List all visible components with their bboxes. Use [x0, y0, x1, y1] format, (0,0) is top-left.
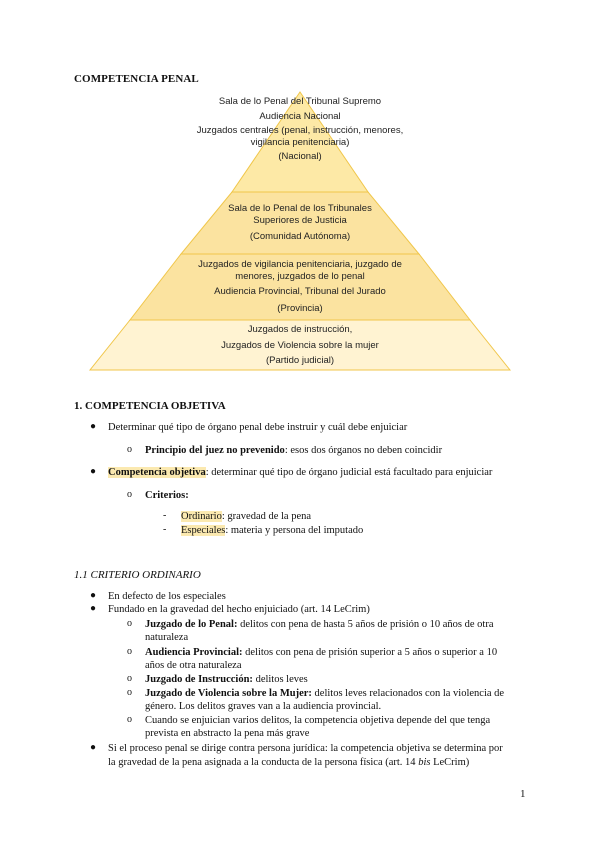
dash-bullet-icon: - [163, 510, 167, 521]
tier3-line1: Juzgados de vigilancia penitenciaria, juzgado de menores, juzgados de lo penal [198, 259, 402, 282]
multi-text2: prevista en abstracto la pena más grave [145, 728, 310, 739]
ap-label: Audiencia Provincial: [145, 647, 243, 658]
tier4-scope: (Partido judicial) [265, 355, 335, 366]
penal-text2: naturaleza [145, 632, 189, 643]
section11-b1: En defecto de los especiales [108, 591, 226, 602]
circle-bullet-icon: o [127, 444, 132, 455]
b3-text2a: la gravedad de la pena asignada a la conducta de la persona física (art. 14 [108, 757, 419, 768]
tier1-line3: Juzgados centrales (penal, instrucción, menores, vigilancia penitenciaria) [196, 125, 404, 148]
viol-text2: género. Los delitos graves van a la audiencia provincial. [145, 701, 382, 712]
penal-label: Juzgado de lo Penal: [145, 619, 238, 630]
objective-text: : determinar qué tipo de órgano judicial está facultado para enjuiciar [205, 467, 493, 478]
principle-text: : esos dos órganos no deben coincidir [284, 445, 443, 456]
bullet-icon: ● [90, 590, 97, 601]
pyramid-tier4-text [180, 324, 420, 367]
principle-item [145, 444, 442, 457]
circle-bullet-icon: o [127, 489, 132, 500]
pyramid-tier1-text [180, 96, 420, 163]
pyramid-tier2-text [180, 203, 420, 243]
instr-text: delitos leves [252, 674, 308, 685]
principle-label: Principio del juez no prevenido [145, 445, 285, 456]
bullet-icon: ● [90, 603, 97, 614]
ap-text1: delitos con pena de prisión superior a 5 años o superior a 10 [242, 647, 498, 658]
tier4-line2: Juzgados de Violencia sobre la mujer [221, 339, 379, 351]
section11-b2: Fundado en la gravedad del hecho enjuiciado (art. 14 LeCrim) [108, 604, 370, 615]
circle-bullet-icon: o [127, 687, 132, 698]
bullet-icon: ● [90, 742, 97, 753]
tier1-scope: (Nacional) [278, 151, 322, 162]
instr-item [145, 673, 308, 686]
bullet-icon: ● [90, 421, 97, 432]
circle-bullet-icon: o [127, 618, 132, 629]
dash-bullet-icon: - [163, 524, 167, 535]
ordinary-label: Ordinario [181, 511, 222, 522]
section11-heading: 1.1 CRITERIO ORDINARIO [74, 569, 201, 581]
document-title: COMPETENCIA PENAL [74, 73, 199, 85]
viol-text1: delitos leves relacionados con la violencia de [311, 688, 505, 699]
ordinary-text: : gravedad de la pena [221, 511, 312, 522]
special-text: : materia y persona del imputado [225, 525, 364, 536]
objective-label: Competencia objetiva [108, 467, 206, 478]
penal-text1: delitos con pena de hasta 5 años de prisión o 10 años de otra [237, 619, 494, 630]
section11-b3-line2 [108, 756, 469, 769]
ap-item [145, 646, 497, 659]
section11-b3-line1: Si el proceso penal se dirige contra persona jurídica: la competencia objetiva se determina por [108, 743, 503, 754]
tier1-line1: Sala de lo Penal del Tribunal Supremo [218, 96, 382, 107]
criteria-label: Criterios: [145, 490, 189, 501]
circle-bullet-icon: o [127, 646, 132, 657]
penal-item [145, 618, 494, 631]
circle-bullet-icon: o [127, 673, 132, 684]
tier3-scope: (Provincia) [277, 302, 323, 314]
page-number: 1 [520, 788, 526, 800]
tier4-line1: Juzgados de instrucción, [247, 324, 353, 335]
tier3-line2: Audiencia Provincial, Tribunal del Jurado [214, 286, 386, 297]
circle-bullet-icon: o [127, 714, 132, 725]
instr-label: Juzgado de Instrucción: [145, 674, 253, 685]
b3-bis: bis [418, 757, 431, 768]
tier1-line2: Audiencia Nacional [259, 110, 341, 122]
multi-text1: Cuando se enjuician varios delitos, la competencia objetiva depende del que tenga [145, 715, 491, 726]
section1-heading: 1. COMPETENCIA OBJETIVA [74, 400, 226, 412]
tier2-scope: (Comunidad Autónoma) [249, 231, 351, 242]
ordinary-item [181, 510, 311, 523]
tier2-line1: Sala de lo Penal de los Tribunales Superiores de Justicia [228, 203, 372, 226]
pyramid-tier3-text [180, 259, 420, 314]
viol-item [145, 687, 504, 700]
special-label: Especiales [181, 525, 226, 536]
objective-item [108, 466, 492, 479]
bullet-icon: ● [90, 466, 97, 477]
section1-bullet1: Determinar qué tipo de órgano penal debe instruir y cuál debe enjuiciar [108, 422, 408, 433]
b3-text2b: LeCrim) [430, 757, 470, 768]
viol-label: Juzgado de Violencia sobre la Mujer: [145, 688, 312, 699]
ap-text2: años de otra naturaleza [145, 660, 242, 671]
special-item [181, 524, 363, 537]
